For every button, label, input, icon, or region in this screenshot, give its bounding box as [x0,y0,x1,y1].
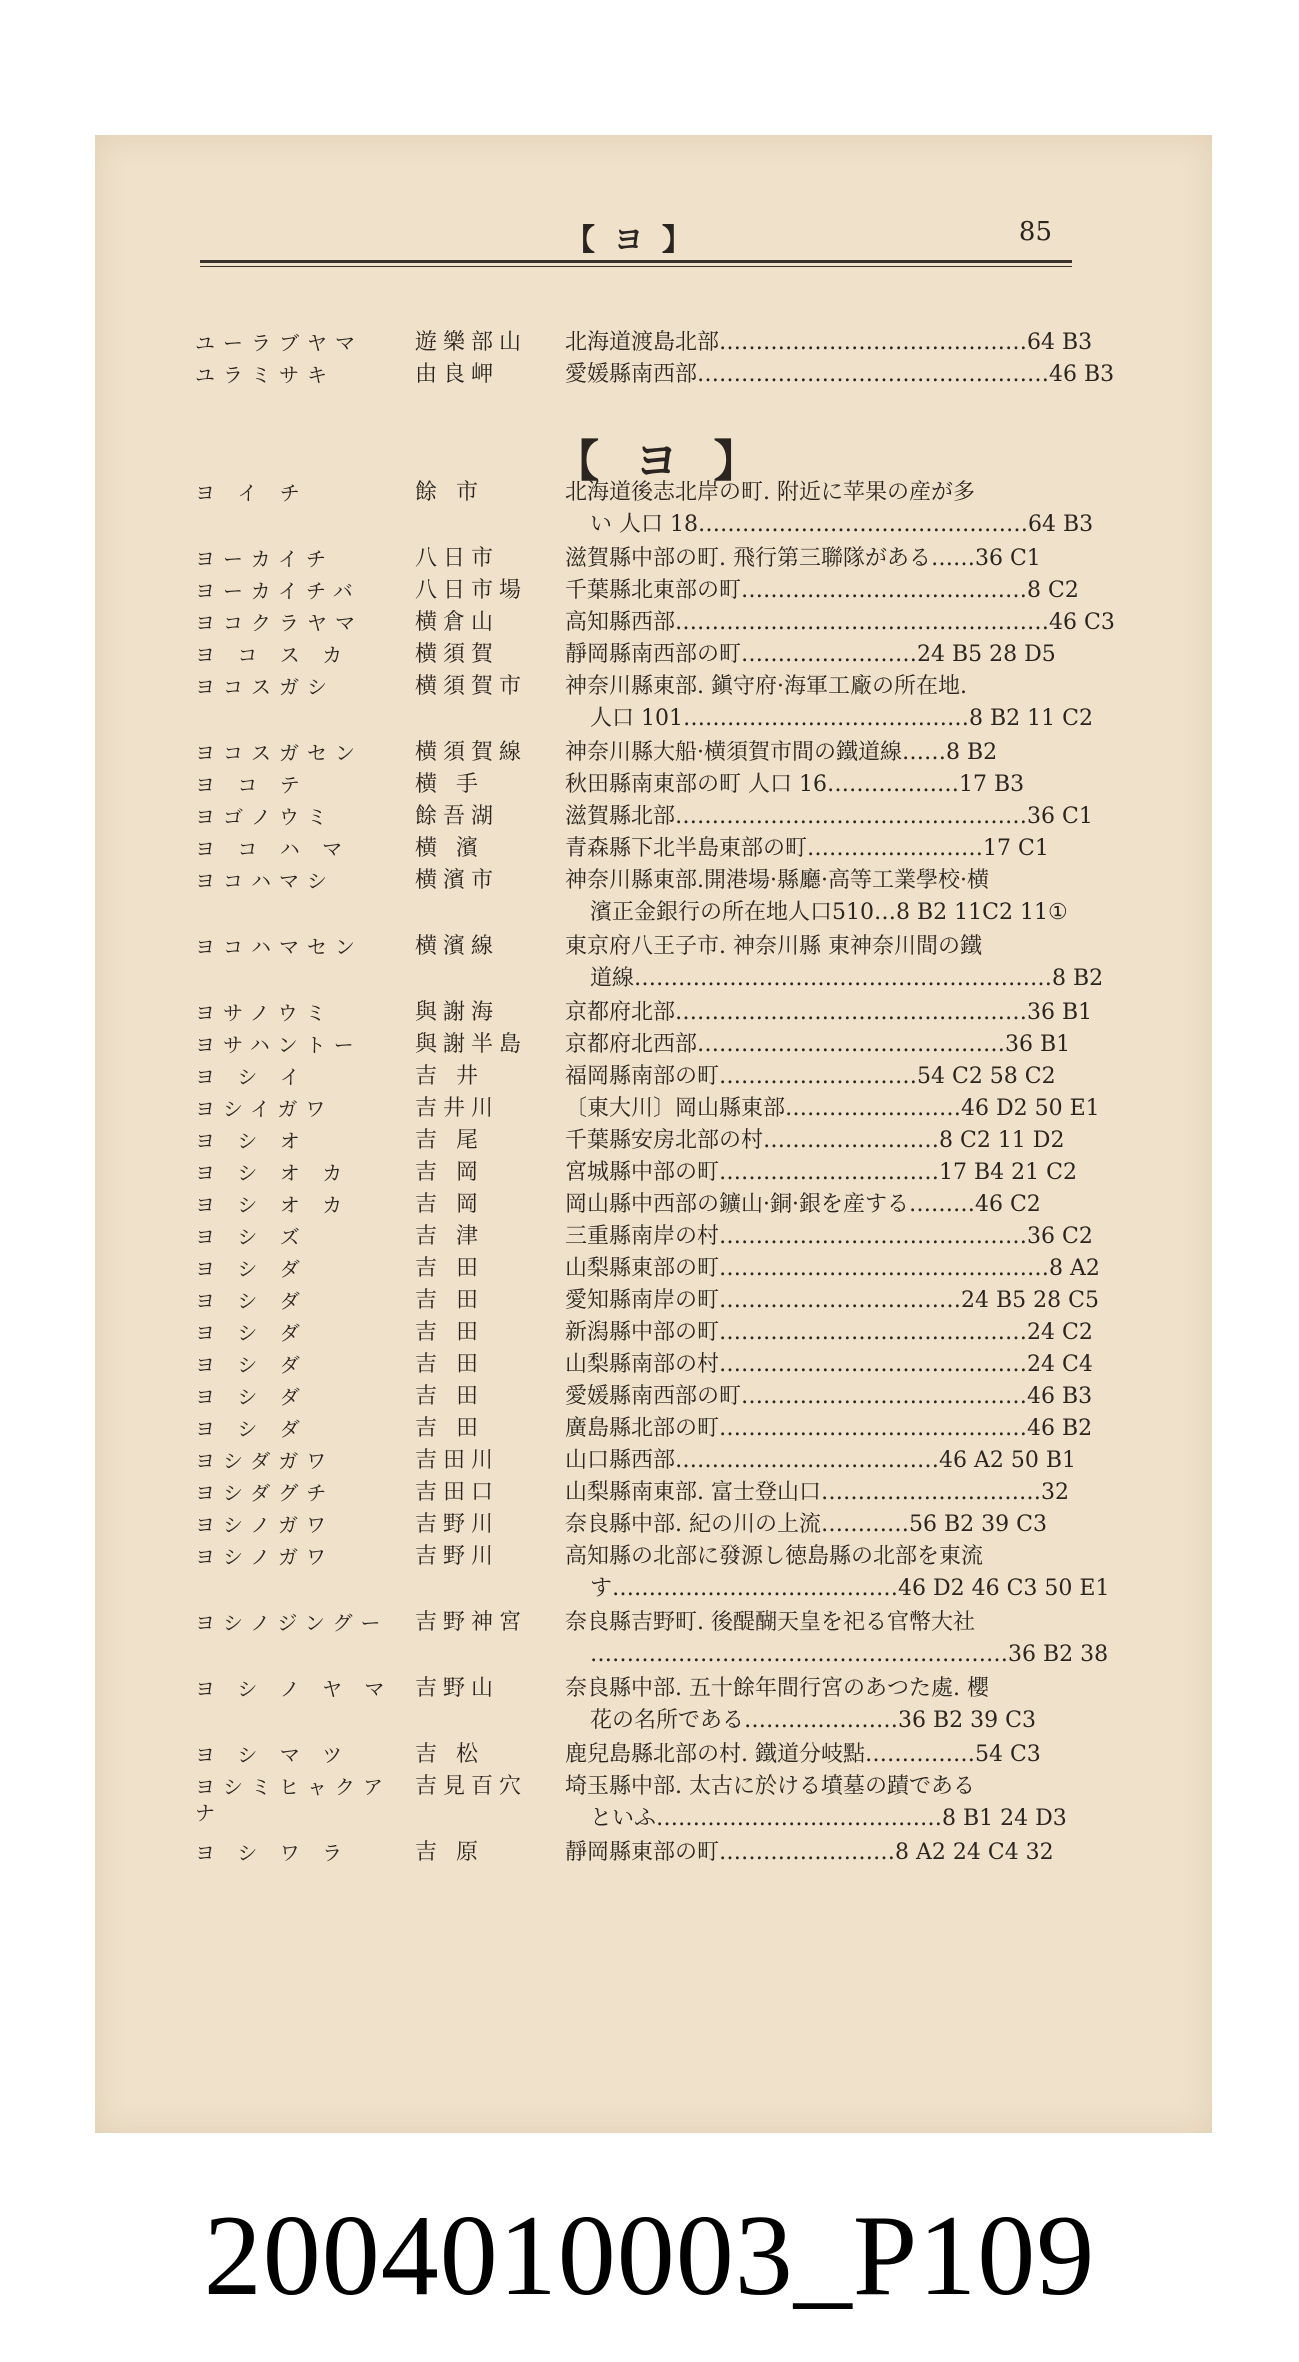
entry-name: 吉 田 [415,1384,484,1409]
entry-description: 青森縣下北半島東部の町……………………17 C1 [565,836,1049,861]
entry-description-continued: …………………………………………………36 B2 38 [590,1642,1109,1667]
entry-name: 遊樂部山 [415,330,528,355]
entry-reading: ヨ コ テ [195,773,308,797]
entry-reading: ヨコハマシ [195,869,335,893]
entry-reading: ヨ シ ワ ラ [195,1841,351,1865]
entry-description: 廣島縣北部の町……………………………………46 B2 [565,1416,1093,1441]
entry-description: 靜岡縣東部の町……………………8 A2 24 C4 32 [565,1840,1054,1865]
entry-name: 吉 田 [415,1288,484,1313]
entry-reading: ヨシダグチ [195,1481,335,1505]
archive-id: 2004010003_P109 [203,2192,1096,2320]
entry-reading: ヨコクラヤマ [195,611,363,635]
entry-description-continued: 人口 101…………………………………8 B2 11 C2 [590,706,1093,731]
entry-reading: ヨ シ ノ ヤ マ [195,1677,393,1701]
entry-description-continued: といふ…………………………………8 B1 24 D3 [590,1806,1067,1831]
entry-reading: ヨシイガワ [195,1097,334,1121]
entry-description: 滋賀縣中部の町. 飛行第三聯隊がある……36 C1 [565,546,1041,571]
entry-reading: ヨ シ マ ツ [195,1743,351,1767]
entry-reading: ヨシダガワ [195,1449,335,1473]
entry-description: 山梨縣南東部. 富士登山口…………………………32 [565,1480,1069,1505]
entry-description: 滋賀縣北部…………………………………………36 C1 [565,804,1093,829]
entry-reading: ヨ シ ズ [195,1225,308,1249]
entry-description: 秋田縣南東部の町 人口 16………………17 B3 [565,772,1025,797]
entry-name: 吉 田 [415,1256,484,1281]
entry-name: 餘吾湖 [415,804,500,829]
entry-description: 京都府北部…………………………………………36 B1 [565,1000,1093,1025]
entry-reading: ヨサハントー [195,1033,362,1057]
entry-name: 吉 津 [415,1224,484,1249]
entry-description: 北海道後志北岸の町. 附近に苹果の産が多 [565,480,975,505]
entry-name: 吉 田 [415,1416,484,1441]
entry-name: 吉 岡 [415,1160,484,1185]
entry-description: 福岡縣南部の町………………………54 C2 58 C2 [565,1064,1056,1089]
entry-reading: ヨーカイチバ [195,579,361,603]
entry-description-continued: 花の名所である…………………36 B2 39 C3 [590,1708,1036,1733]
entry-description: 愛媛縣南西部…………………………………………46 B3 [565,362,1115,387]
entry-description: 神奈川縣大船·横須賀市間の鐵道線……8 B2 [565,740,998,765]
entry-reading: ヨコハマセン [195,935,363,959]
entry-description-continued: 濱正金銀行の所在地人口510…8 B2 11C2 11① [590,900,1068,925]
entry-name: 吉見百穴 [415,1774,528,1799]
entry-reading: ヨシノガワ [195,1513,334,1537]
entry-name: 吉 原 [415,1840,484,1865]
entry-description-continued: い 人口 18………………………………………64 B3 [590,512,1094,537]
entry-description: 愛知縣南岸の町……………………………24 B5 28 C5 [565,1288,1099,1313]
entry-name: 吉田川 [415,1448,500,1473]
entry-name: 與謝半島 [415,1032,528,1057]
entry-description: 三重縣南岸の村……………………………………36 C2 [565,1224,1093,1249]
entry-name: 横 手 [415,772,484,797]
entry-name: 吉 尾 [415,1128,484,1153]
header-rule-thin [200,266,1072,267]
entry-name: 横須賀線 [415,740,528,765]
entry-name: 餘 市 [415,480,484,505]
entry-name: 横濱市 [415,868,500,893]
entry-description: 北海道渡島北部……………………………………64 B3 [565,330,1093,355]
entry-description: 京都府北西部……………………………………36 B1 [565,1032,1071,1057]
entry-description: 東京府八王子市. 神奈川縣 東神奈川間の鐵 [565,934,982,959]
entry-reading: ヨ シ ダ [195,1417,308,1441]
entry-description-continued: す…………………………………46 D2 46 C3 50 E1 [590,1576,1110,1601]
entry-name: 吉野川 [415,1544,500,1569]
entry-description: 岡山縣中西部の鑛山·銅·銀を産する………46 C2 [565,1192,1041,1217]
entry-name: 吉 井 [415,1064,484,1089]
entry-reading: ヨ コ ハ マ [195,837,351,861]
entry-description: 鹿兒島縣北部の村. 鐵道分岐點……………54 C3 [565,1742,1041,1767]
entry-name: 横須賀市 [415,674,528,699]
entry-name: 吉野川 [415,1512,500,1537]
entry-description: 神奈川縣東部.開港場·縣廳·高等工業學校·横 [565,868,989,893]
entry-reading: ユーラブヤマ [195,331,363,355]
entry-description: 奈良縣中部. 紀の川の上流…………56 B2 39 C3 [565,1512,1047,1537]
running-title: 【 ヨ 】 [565,223,696,258]
entry-reading: ヨシミヒャクアナ [195,1775,391,1825]
entry-description: 靜岡縣南西部の町……………………24 B5 28 D5 [565,642,1056,667]
entry-reading: ヨ イ チ [195,481,308,505]
entry-reading: ヨコスガセン [195,741,363,765]
entry-name: 吉野山 [415,1676,500,1701]
entry-description: 高知縣の北部に發源し徳島縣の北部を東流 [565,1544,984,1569]
entry-reading: ヨ コ ス カ [195,643,351,667]
entry-name: 吉 田 [415,1352,484,1377]
entry-name: 與謝海 [415,1000,500,1025]
entry-description: 千葉縣北東部の町…………………………………8 C2 [565,578,1079,603]
entry-description: 奈良縣中部. 五十餘年間行宮のあつた處. 櫻 [565,1676,989,1701]
entry-description: 愛媛縣南西部の町…………………………………46 B3 [565,1384,1093,1409]
entry-description: 千葉縣安房北部の村……………………8 C2 11 D2 [565,1128,1065,1153]
entry-reading: ヨゴノウミ [195,805,335,829]
entry-description: 宮城縣中部の町…………………………17 B4 21 C2 [565,1160,1077,1185]
entry-name: 横濱線 [415,934,500,959]
entry-name: 八日市場 [415,578,528,603]
page-header [95,215,1212,258]
entry-reading: ヨ シ ダ [195,1353,308,1377]
entry-name: 吉 松 [415,1742,484,1767]
entry-name: 吉 田 [415,1320,484,1345]
entry-reading: ヨ シ イ [195,1065,308,1089]
entry-name: 八日市 [415,546,500,571]
header-rule [200,260,1072,263]
entry-reading: ヨ シ ダ [195,1321,308,1345]
entry-name: 吉田口 [415,1480,500,1505]
entry-reading: ヨーカイチ [195,547,334,571]
entry-description: 高知縣西部……………………………………………46 C3 [565,610,1115,635]
entry-reading: ヨサノウミ [195,1001,334,1025]
document-page [95,135,1212,2133]
entry-reading: ヨ シ ダ [195,1385,308,1409]
entry-name: 吉井川 [415,1096,500,1121]
entry-name: 吉野神宮 [415,1610,528,1635]
entry-description: 山口縣西部………………………………46 A2 50 B1 [565,1448,1077,1473]
entry-name: 横倉山 [415,610,500,635]
entry-description: 〔東大川〕岡山縣東部……………………46 D2 50 E1 [565,1096,1100,1121]
entry-description: 奈良縣吉野町. 後醍醐天皇を祀る官幣大社 [565,1610,975,1635]
entry-reading: ヨ シ ダ [195,1257,308,1281]
entry-reading: ヨ シ オ カ [195,1193,351,1217]
entry-name: 横 濱 [415,836,484,861]
entry-reading: ヨ シ オ カ [195,1161,351,1185]
entry-reading: ヨシノガワ [195,1545,334,1569]
entry-reading: ヨ シ ダ [195,1289,308,1313]
entry-name: 吉 岡 [415,1192,484,1217]
entry-description: 埼玉縣中部. 太古に於ける墳墓の蹟である [565,1774,975,1799]
entry-description: 山梨縣東部の町………………………………………8 A2 [565,1256,1100,1281]
entry-reading: ヨコスガシ [195,675,335,699]
page-number: 85 [1018,217,1052,247]
entry-name: 横須賀 [415,642,500,667]
entry-description-continued: 道線…………………………………………………8 B2 [590,966,1104,991]
entry-name: 由良岬 [415,362,500,387]
entry-reading: ヨ シ オ [195,1129,308,1153]
entry-description: 山梨縣南部の村……………………………………24 C4 [565,1352,1093,1377]
entry-reading: ユラミサキ [195,363,335,387]
entry-description: 神奈川縣東部. 鎭守府·海軍工廠の所在地. [565,674,967,699]
entry-description: 新潟縣中部の町……………………………………24 C2 [565,1320,1093,1345]
entry-reading: ヨシノジングー [195,1611,389,1635]
section-title: 【 ヨ 】 [555,436,768,487]
